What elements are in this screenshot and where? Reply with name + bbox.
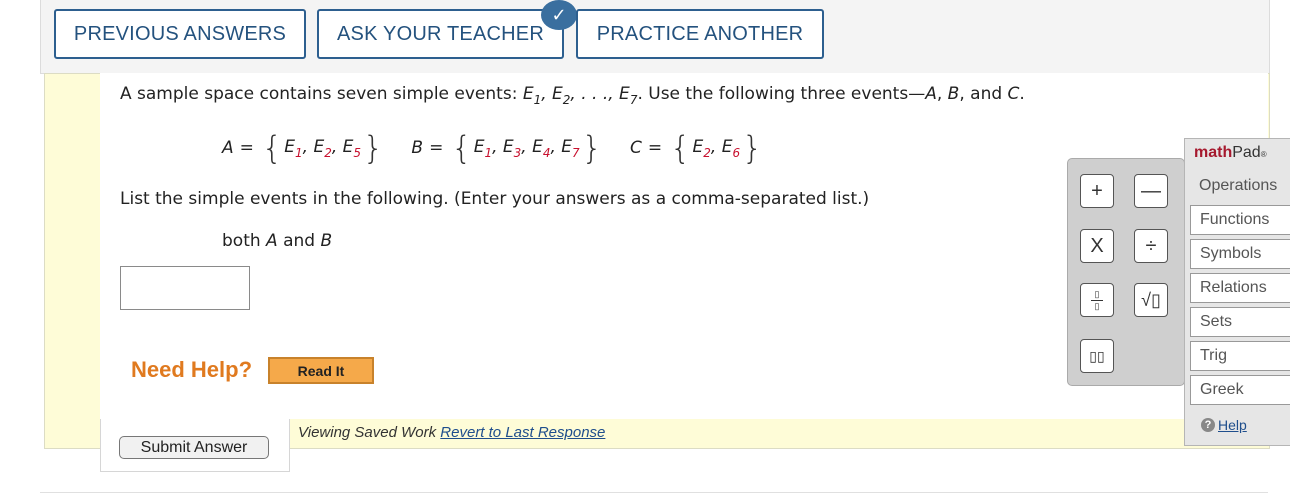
help-icon: ?: [1201, 418, 1215, 432]
read-it-button[interactable]: Read It: [268, 357, 374, 384]
tab-sets[interactable]: Sets: [1190, 307, 1290, 337]
tab-greek[interactable]: Greek: [1190, 375, 1290, 405]
divide-key[interactable]: ÷: [1134, 229, 1168, 263]
ask-your-teacher-button[interactable]: ASK YOUR TEACHER: [317, 9, 564, 59]
intro-prefix: A sample space contains seven simple events:: [120, 84, 523, 104]
checkmark-icon: ✓: [541, 0, 577, 30]
set-b-elements: $E_1$, $E_3$, $E_4$, $E_7$: [473, 136, 580, 160]
tab-trig[interactable]: Trig: [1190, 341, 1290, 371]
practice-another-button[interactable]: PRACTICE ANOTHER: [576, 9, 824, 59]
plus-key[interactable]: +: [1080, 174, 1114, 208]
tab-relations[interactable]: Relations: [1190, 273, 1290, 303]
saved-work-notice: Viewing Saved Work Revert to Last Response: [298, 424, 606, 441]
tab-symbols[interactable]: Symbols: [1190, 239, 1290, 269]
minus-key[interactable]: —: [1134, 174, 1168, 208]
set-c-elements: $E_2$, $E_6$: [692, 136, 741, 160]
fraction-icon: $\frac{▯}{▯}$: [1091, 290, 1103, 311]
answer-input[interactable]: [120, 266, 250, 310]
times-key[interactable]: X: [1080, 229, 1114, 263]
mathpad-logo: mathPad®: [1194, 144, 1267, 161]
sqrt-key[interactable]: √▯: [1134, 283, 1168, 317]
part-label: both A and B: [222, 231, 333, 251]
intro-suffix: . Use the following three events—A, B, and C.: [637, 84, 1025, 104]
revert-link[interactable]: Revert to Last Response: [440, 424, 606, 441]
previous-answers-button[interactable]: PREVIOUS ANSWERS: [54, 9, 306, 59]
question-intro: [120, 84, 1025, 107]
power-key[interactable]: ▯▯: [1080, 339, 1114, 373]
set-b-name: B: [411, 138, 424, 158]
need-help-label: Need Help?: [131, 357, 253, 382]
set-a-name: A: [222, 138, 234, 158]
submit-answer-button[interactable]: Submit Answer: [119, 436, 269, 459]
event-definitions: A = { $E_1$, $E_2$, $E_5$ } B = { $E_1$, $E_3$, $E_4$, $E_7$ } C = { $E_2$, $E_6$ }: [222, 129, 763, 167]
tab-functions[interactable]: Functions: [1190, 205, 1290, 235]
intro-events: $E_1$, $E_2$, . . ., $E_7$: [522, 84, 638, 107]
set-c-name: C: [630, 138, 642, 158]
divider: [40, 492, 1268, 493]
mathpad-keypad: [1067, 158, 1185, 386]
fraction-key[interactable]: [1080, 283, 1114, 317]
question-instruction: List the simple events in the following. (Enter your answers as a comma-separated list.): [120, 189, 870, 209]
set-a-elements: $E_1$, $E_2$, $E_5$: [284, 136, 362, 160]
tab-operations[interactable]: Operations: [1185, 171, 1290, 201]
mathpad-help-link[interactable]: ? Help: [1201, 417, 1247, 433]
